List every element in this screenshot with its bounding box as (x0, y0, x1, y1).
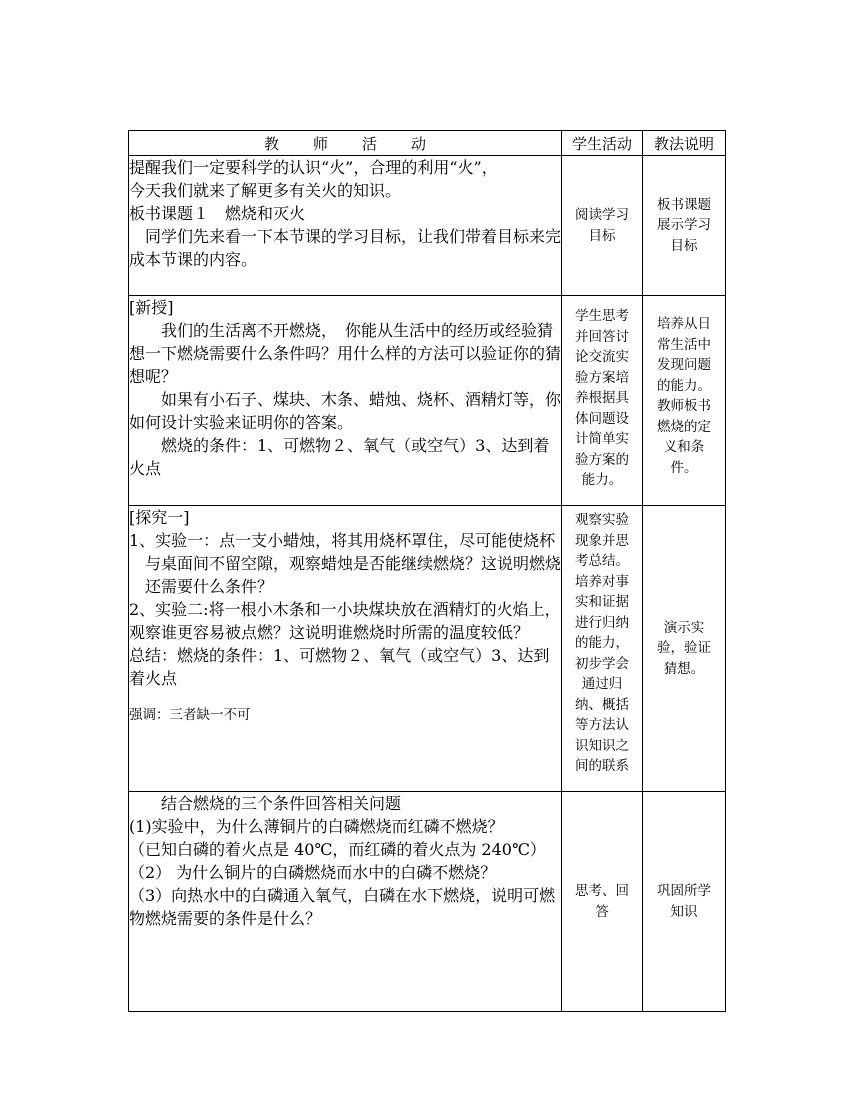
header-method-note: 教法说明 (643, 131, 726, 156)
method-note-cell: 培养从日常生活中发现问题的能力。教师板书燃烧的定义和条件。 (643, 296, 726, 506)
paragraph: (1)实验中，为什么薄铜片的白磷燃烧而红磷不燃烧？ (129, 817, 504, 836)
paragraph: （已知白磷的着火点是 40℃，而红磷的着火点为 240℃） (129, 840, 546, 859)
emphasis-note: 强调：三者缺一不可 (129, 707, 251, 723)
paragraph: 结合燃烧的三个条件回答相关问题 (161, 794, 402, 813)
paragraph: （2） 为什么铜片的白磷燃烧而水中的白磷不燃烧？ (129, 863, 497, 882)
table-row (129, 296, 726, 506)
section-heading: [新授] (129, 298, 174, 317)
paragraph: 板书课题１ 燃烧和灭火 (129, 204, 306, 223)
student-activity-cell: 阅读学习目标 (562, 156, 643, 296)
student-activity-cell: 思考、回答 (562, 792, 643, 1012)
teacher-activity-cell (129, 792, 562, 1012)
header-teacher-activity (129, 131, 562, 156)
method-note-cell: 板书课题展示学习目标 (643, 156, 726, 296)
teacher-activity-cell (129, 296, 562, 506)
paragraph: 总结：燃烧的条件：1、可燃物２、氧气（或空气）3、达到着火点 (129, 646, 550, 688)
paragraph: 1、实验一：点一支小蜡烛，将其用烧杯罩住，尽可能使烧杯与桌面间不留空隙，观察蜡烛是否能继续燃烧？这说明燃烧还需要什么条件？ (129, 531, 562, 596)
header-student-activity: 学生活动 (562, 131, 643, 156)
method-note-cell: 巩固所学知识 (643, 792, 726, 1012)
paragraph: （3）向热水中的白磷通入氧气，白磷在水下燃烧，说明可燃物燃烧需要的条件是什么？ (129, 886, 556, 928)
paragraph: 我们的生活离不开燃烧， 你能从生活中的经历或经验猜想一下燃烧需要什么条件吗？用什么样的方法可以验证你的猜想呢？ (129, 321, 562, 386)
method-note-cell: 演示实验，验证猜想。 (643, 506, 726, 792)
student-activity-cell: 观察实验现象并思考总结。培养对事实和证据进行归纳的能力，初步学会通过归纳、概括等方法认识知识之间的联系 (562, 506, 643, 792)
section-heading: [探究一] (129, 508, 190, 527)
teacher-activity-cell (129, 156, 562, 296)
paragraph: 今天我们就来了解更多有关火的知识。 (129, 181, 402, 200)
student-activity-cell: 学生思考并回答讨论交流实验方案培养根据具体问题设计简单实验方案的能力。 (562, 296, 643, 506)
table-row (129, 156, 726, 296)
paragraph: 如果有小石子、煤块、木条、蜡烛、烧杯、酒精灯等，你如何设计实验来证明你的答案。 (129, 390, 562, 432)
paragraph: 同学们先来看一下本节课的学习目标，让我们带着目标来完成本节课的内容。 (129, 227, 562, 269)
header-teacher-label: 教师活动 (263, 134, 460, 153)
paragraph: 提醒我们一定要科学的认识“火”，合理的利用“火”， (129, 158, 498, 177)
table-row (129, 792, 726, 1012)
table-row (129, 506, 726, 792)
table-header-row (129, 131, 726, 156)
paragraph: 2、实验二:将一根小木条和一小块煤块放在酒精灯的火焰上，观察谁更容易被点燃？这说明谁燃烧时所需的温度较低？ (129, 600, 561, 642)
paragraph: 燃烧的条件：1、可燃物２、氧气（或空气）3、达到着火点 (129, 436, 550, 478)
teacher-activity-cell (129, 506, 562, 792)
lesson-plan-table (128, 130, 726, 1012)
